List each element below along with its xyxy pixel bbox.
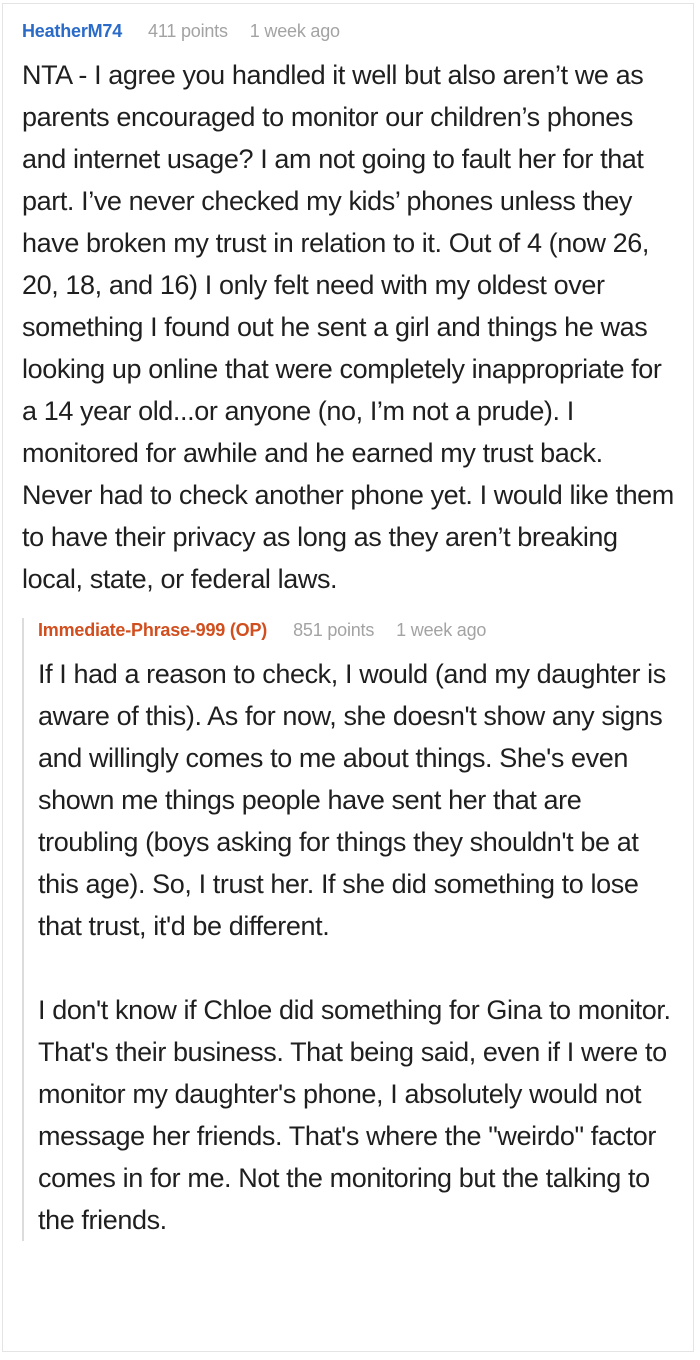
top-level-comment <box>22 19 679 600</box>
comment-timestamp: 1 week ago <box>249 21 340 41</box>
reply-comment <box>22 618 679 1241</box>
comment-header <box>22 19 679 43</box>
comment-points: 411 points <box>148 21 228 41</box>
reply-body <box>38 653 679 1241</box>
reply-author-link[interactable]: Immediate-Phrase-999 (OP) <box>38 620 268 640</box>
reply-header <box>38 618 679 642</box>
reply-points: 851 points <box>293 620 375 640</box>
comment-paragraph: NTA - I agree you handled it well but also aren’t we as parents encouraged to monitor our children’s phones and internet usage? I am not going to fault her for that part. I’ve never checked my kids’ phones unless they have broken my trust in relation to it. Out of 4 (now 26, 20, 18, and 16) I only felt need with my oldest over something I found out he sent a girl and things he was looking up online that were completely inappropriate for a 14 year old...or anyone (no, I’m not a prude). I monitored for awhile and he earned my trust back. Never had to check another phone yet. I would like them to have their privacy as long as they aren’t breaking local, state, or federal laws. <box>22 60 674 594</box>
comment-thread-card <box>2 3 694 1352</box>
reply-paragraph: If I had a reason to check, I would (and my daughter is aware of this). As for now, she doesn't show any signs and willingly comes to me about things. She's even shown me things people have sent her that are troubling (boys asking for things they shouldn't be at this age). So, I trust her. If she did something to lose that trust, it'd be different. <box>38 659 666 941</box>
reply-timestamp: 1 week ago <box>396 620 487 640</box>
comment-body <box>22 54 679 600</box>
reply-paragraph: I don't know if Chloe did something for Gina to monitor. That's their business. That being said, even if I were to monitor my daughter's phone, I absolutely would not message her friends. That's where the "weirdo" factor comes in for me. Not the monitoring but the talking to the friends. <box>38 995 671 1235</box>
comment-author-link[interactable]: HeatherM74 <box>22 21 123 41</box>
